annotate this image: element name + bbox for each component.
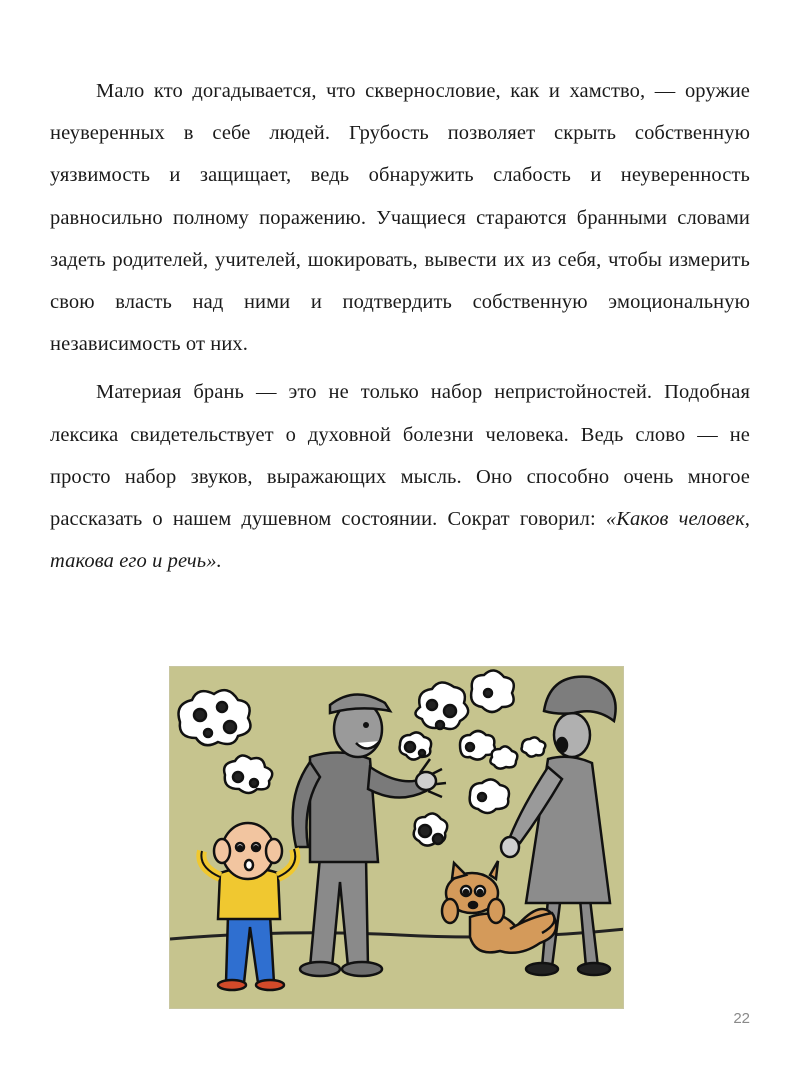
socrates-quote: «Каков человек, такова его и речь». [50,508,750,573]
cloud-5 [460,731,495,760]
paragraph-2-text: Материая брань — это не только набор непристойностей. Подобная лексика свидетельствует о духовной болезни человека. Ведь слово — не просто набор звуков, выражающих мысль. Оно способно очень многое рассказать о нашем душевном состоянии. Сократ говорил: [50,381,750,531]
paragraph-1 [50,70,750,365]
cloud-9 [414,813,448,845]
cloud-8 [470,779,509,813]
cloud-4 [471,670,514,712]
cloud-10 [522,737,546,756]
paragraph-1-text: Мало кто догадывается, что сквернословие, как и хамство, — оружие неуверенных в себе людей. Грубость позволяет скрыть собственную уязвимость и защищает, ведь обнаружить слабость и неуверенность равносильно полному поражению. Учащиеся стараются бранными словами задеть родителей, учителей, шокировать, вывести их из себя, чтобы измерить свою власть над ними и подтвердить собственную эмоциональную независимость от них. [50,80,750,356]
cartoon-drawing [170,667,624,1009]
page-number: 22 [733,1010,750,1027]
paragraph-2 [50,371,750,582]
cloud-6 [400,732,432,759]
cartoon-illustration [169,666,624,1009]
body-text [50,70,750,588]
